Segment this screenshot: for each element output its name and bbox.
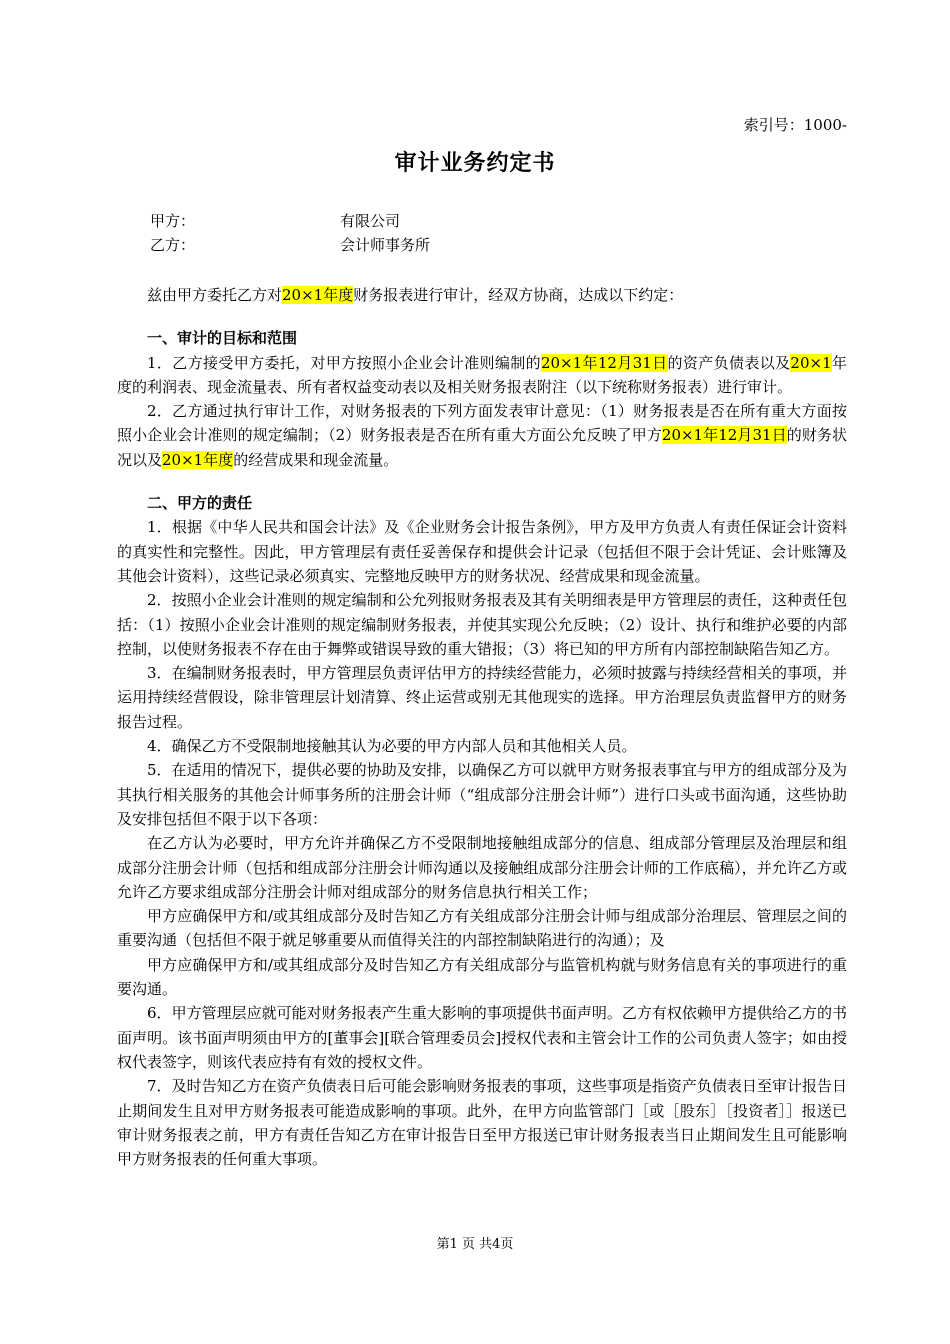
s1p1-text-b: 的资产负债表以及 [667, 353, 791, 372]
highlight-year: 20×1 [790, 353, 832, 372]
section2-paragraph-4: 4．确保乙方不受限制地接触其认为必要的甲方内部人员和其他相关人员。 [147, 737, 637, 756]
s1p1-text-a: 1．乙方接受甲方委托，对甲方按照小企业会计准则编制的 [147, 353, 541, 372]
s1p2-text-a: 2．乙方通过执行审计工作，对财务报表的下列方面发表审计意见：（1）财务报表是否在所有重大方面按照小企业会计准则的规定编制；（2）财务报表是否在所有重大方面公允反映了甲方 [117, 402, 847, 445]
section2-paragraph-6: 6．甲方管理层应就可能对财务报表产生重大影响的事项提供书面声明。乙方有权依赖甲方提供给乙方的书面声明。该书面声明须由甲方的[董事会][联合管理委员会]授权代表和主管会计工作的公司负责人签字；如由授权代表签字，则该代表应持有有效的授权文件。 [117, 1004, 847, 1071]
section2-paragraph-5: 5．在适用的情况下，提供必要的协助及安排，以确保乙方可以就甲方财务报表事宜与甲方的组成部分及为其执行相关服务的其他会计师事务所的注册会计师（“组成部分注册会计师”）进行口头或书面沟通，这些协助及安排包括但不限于以下各项： [117, 761, 847, 828]
s1p2-text-c: 的经营成果和现金流量。 [233, 450, 399, 469]
section2-paragraph-7: 7．及时告知乙方在资产负债表日后可能会影响财务报表的事项，这些事项是指资产负债表日至审计报告日止期间发生且对甲方财务报表可能造成影响的事项。此外，在甲方向监管部门［或［股东］［投资者］］报送已审计财务报表之前，甲方有责任告知乙方在审计报告日至甲方报送已审计财务报表当日止期间发生且可能影响甲方财务报表的任何重大事项。 [117, 1077, 847, 1169]
s1p2-text-b: 的财务状况以及 [117, 426, 847, 469]
section2-paragraph-1: 1．根据《中华人民共和国会计法》及《企业财务会计报告条例》，甲方及甲方负责人有责任保证会计资料的真实性和完整性。因此，甲方管理层有责任妥善保存和提供会计记录（包括但不限于会计凭证、会计账簿及其他会计资料），这些记录必须真实、完整地反映甲方的财务状况、经营成果和现金流量。 [117, 518, 847, 585]
highlight-year: 20×1年度 [282, 286, 354, 304]
section2-paragraph-5b: 甲方应确保甲方和/或其组成部分及时告知乙方有关组成部分注册会计师与组成部分治理层、管理层之间的重要沟通（包括但不限于就足够重要从而值得关注的内部控制缺陷进行的沟通）；及 [117, 907, 847, 950]
section2-paragraph-3: 3．在编制财务报表时，甲方管理层负责评估甲方的持续经营能力，必须时披露与持续经营相关的事项，并运用持续经营假设，除非管理层计划清算、终止运营或别无其他现实的选择。甲方治理层负责监督甲方的财务报告过程。 [117, 664, 847, 731]
party-b-row [150, 233, 430, 257]
section2-paragraph-5a: 在乙方认为必要时，甲方允许并确保乙方不受限制地接触组成部分的信息、组成部分管理层及治理层和组成部分注册会计师（包括和组成部分注册会计师沟通以及接触组成部分注册会计师的工作底稿），并允许乙方或允许乙方要求组成部分注册会计师对组成部分的财务信息执行相关工作； [117, 834, 847, 901]
party-b-value: 会计师事务所 [340, 236, 431, 254]
party-a-label: 甲方： [150, 212, 196, 230]
section2-paragraph-2: 2．按照小企业会计准则的规定编制和公允列报财务报表及其有关明细表是甲方管理层的责任，这种责任包括：（1）按照小企业会计准则的规定编制财务报表，并使其实现公允反映；（2）设计、执行和维护必要的内部控制，以使财务报表不存在由于舞弊或错误导致的重大错报；（3）将已知的甲方所有内部控制缺陷告知乙方。 [117, 591, 847, 658]
section1-heading: 一、审计的目标和范围 [147, 329, 298, 348]
agreement-body [117, 283, 847, 1171]
highlight-year: 20×1年度 [162, 450, 234, 469]
section1-paragraph-2 [117, 399, 847, 472]
intro-paragraph [117, 283, 847, 307]
intro-text: 兹由甲方委托乙方对 [147, 286, 283, 304]
section2-heading: 二、甲方的责任 [147, 494, 253, 513]
party-b-label: 乙方： [150, 236, 196, 254]
intro-text-end: 财务报表进行审计，经双方协商，达成以下约定： [353, 286, 684, 304]
highlight-date: 20×1年12月31日 [661, 426, 787, 445]
page-footer: 第1 页 共4页 [436, 1237, 514, 1252]
party-a-row [150, 209, 430, 233]
section2-paragraph-5c: 甲方应确保甲方和/或其组成部分及时告知乙方有关组成部分与监管机构就与财务信息有关的事项进行的重要沟通。 [117, 955, 847, 999]
parties-block [150, 209, 430, 257]
section1-paragraph-1 [117, 351, 847, 400]
index-number: 索引号：1000- [743, 116, 847, 134]
s1p1-text-c: 年度的利润表、现金流量表、所有者权益变动表以及相关财务报表附注（以下统称财务报表）进行审计。 [117, 353, 847, 396]
document-title: 审计业务约定书 [394, 151, 556, 176]
highlight-date: 20×1年12月31日 [540, 353, 668, 372]
party-a-value: 有限公司 [340, 212, 401, 230]
